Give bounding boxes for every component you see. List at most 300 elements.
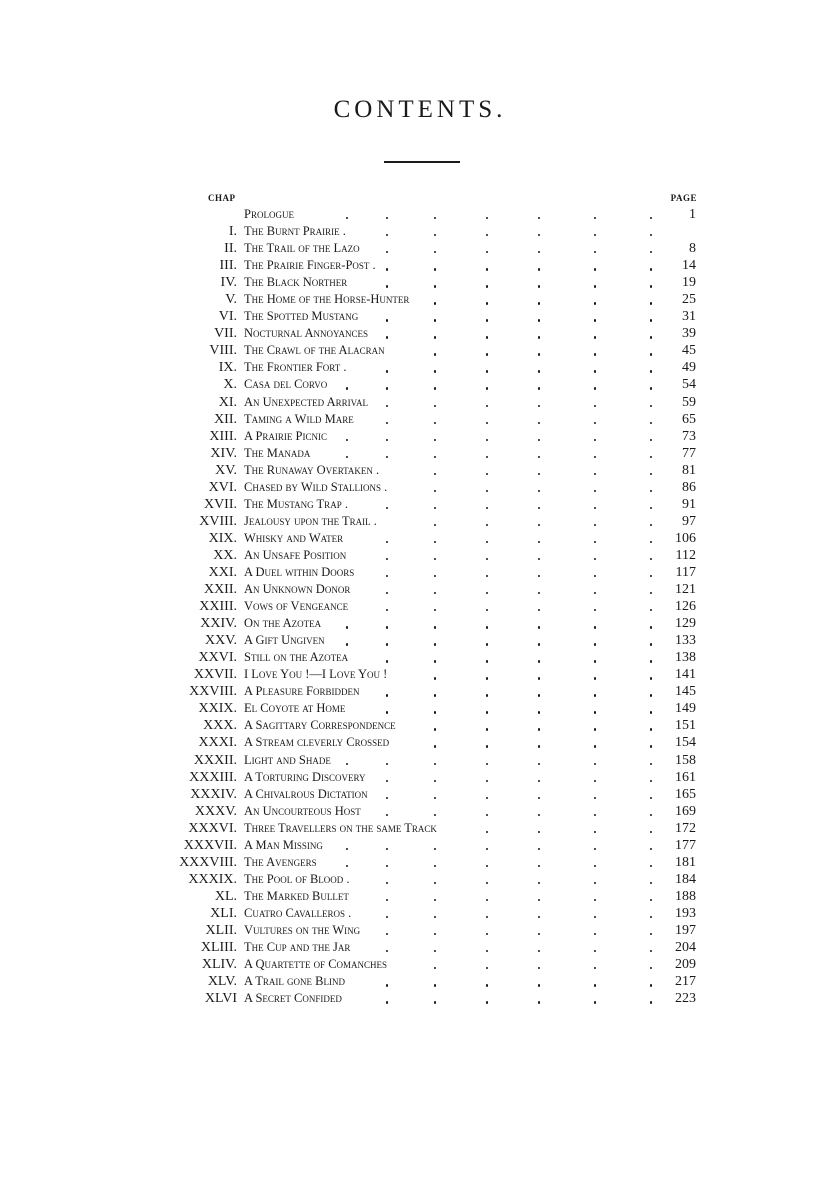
leader-dot [594, 694, 596, 696]
chapter-title: A Secret Confided [244, 991, 342, 1006]
leader-dot [594, 814, 596, 816]
leader-dot [434, 422, 436, 424]
leader-dot [434, 490, 436, 492]
chapter-number: XXI. [208, 564, 237, 580]
leader-dot [386, 285, 388, 287]
leader-dot [594, 848, 596, 850]
leader-dot [434, 319, 436, 321]
leader-dot [650, 933, 652, 935]
leader-dot [650, 456, 652, 458]
chapter-title: The Trail of the Lazo [244, 241, 360, 256]
leader-dot [386, 319, 388, 321]
leader-dot [386, 660, 388, 662]
page-number: 97 [682, 513, 696, 529]
page-number: 81 [682, 462, 696, 478]
chapter-title: A Chivalrous Dictation [244, 786, 368, 801]
leader-dot [486, 405, 488, 407]
leader-dot [650, 797, 652, 799]
leader-dot [594, 643, 596, 645]
leader-dot [434, 780, 436, 782]
leader-dot [594, 319, 596, 321]
contents-entry [0, 820, 840, 837]
page-number: 19 [682, 275, 696, 291]
leader-dot [386, 217, 388, 219]
leader-dot [486, 882, 488, 884]
leader-dot [386, 336, 388, 338]
leader-dot [486, 660, 488, 662]
leader-dot [538, 353, 540, 355]
leader-dot [346, 848, 348, 850]
leader-dot [386, 1001, 388, 1003]
leader-dot [650, 217, 652, 219]
leader-dot [538, 967, 540, 969]
chapter-title: The Marked Bullet [244, 888, 349, 903]
leader-dot [386, 950, 388, 952]
page-number: 165 [675, 786, 696, 802]
contents-entry [0, 649, 840, 666]
leader-dot [386, 387, 388, 389]
contents-entry [0, 479, 840, 496]
leader-dot [594, 882, 596, 884]
leader-dot [434, 694, 436, 696]
chapter-number: V. [225, 292, 237, 308]
leader-dot [486, 609, 488, 611]
leader-dot [434, 302, 436, 304]
chapter-number: XXXVIII. [179, 854, 237, 870]
page-number: 73 [682, 428, 696, 444]
contents-list [0, 206, 840, 1007]
page-number: 169 [675, 803, 696, 819]
leader-dot [650, 251, 652, 253]
leader-dot [538, 575, 540, 577]
chapter-number: XII. [214, 411, 237, 427]
leader-dot [538, 524, 540, 526]
leader-dot [434, 456, 436, 458]
leader-dot [434, 473, 436, 475]
contents-entry [0, 769, 840, 786]
chapter-number: XIV. [210, 445, 237, 461]
leader-dot [434, 251, 436, 253]
leader-dot [486, 1001, 488, 1003]
chapter-title: A Stream cleverly Crossed [244, 735, 390, 750]
leader-dot [538, 592, 540, 594]
page-number: 14 [682, 258, 696, 274]
chapter-title: Still on the Azotea [244, 650, 349, 665]
page-number: 145 [675, 684, 696, 700]
contents-entry [0, 291, 840, 308]
leader-dot [594, 592, 596, 594]
chapter-number: XXXVII. [183, 837, 237, 853]
chapter-number: XXVII. [193, 667, 237, 683]
leader-dot [594, 234, 596, 236]
leader-dot [386, 882, 388, 884]
chapter-number: VI. [218, 309, 237, 325]
leader-dot [486, 950, 488, 952]
chapter-title: Light and Shade [244, 752, 331, 767]
chapter-title: Three Travellers on the same Track [244, 820, 437, 835]
leader-dot [650, 405, 652, 407]
contents-entry [0, 905, 840, 922]
chapter-number: XI. [218, 394, 237, 410]
leader-dot [538, 643, 540, 645]
leader-dot [386, 456, 388, 458]
leader-dot [538, 882, 540, 884]
page-number: 133 [675, 633, 696, 649]
leader-dot [650, 660, 652, 662]
chapter-number: XLII. [205, 922, 237, 938]
leader-dot [486, 285, 488, 287]
leader-dot [434, 763, 436, 765]
chapter-number: XXIX. [198, 701, 237, 717]
contents-entry [0, 428, 840, 445]
leader-dot [346, 865, 348, 867]
leader-dot [650, 541, 652, 543]
chapter-title: On the Azotea [244, 616, 322, 631]
leader-dot [486, 711, 488, 713]
chapter-title: Jealousy upon the Trail . [244, 513, 377, 528]
leader-dot [650, 439, 652, 441]
chapter-number: XXIII. [199, 599, 237, 615]
chapter-title: The Black Norther [244, 275, 348, 290]
leader-dot [650, 865, 652, 867]
leader-dot [386, 405, 388, 407]
leader-dot [434, 1001, 436, 1003]
leader-dot [434, 660, 436, 662]
leader-dot [434, 268, 436, 270]
leader-dot [594, 660, 596, 662]
page-number: 138 [675, 650, 696, 666]
contents-entry [0, 683, 840, 700]
leader-dot [650, 780, 652, 782]
leader-dot [594, 831, 596, 833]
leader-dot [594, 677, 596, 679]
leader-dot [538, 728, 540, 730]
chapter-number: XXIV. [200, 616, 237, 632]
leader-dot [538, 848, 540, 850]
leader-dot [594, 268, 596, 270]
leader-dot [486, 541, 488, 543]
leader-dot [486, 234, 488, 236]
chapter-number: XLV. [207, 974, 237, 990]
chapter-title: The Mustang Trap . [244, 496, 348, 511]
leader-dot [650, 336, 652, 338]
leader-dot [594, 456, 596, 458]
contents-entry [0, 513, 840, 530]
leader-dot [538, 217, 540, 219]
leader-dot [486, 916, 488, 918]
leader-dot [486, 984, 488, 986]
leader-dot [434, 575, 436, 577]
leader-dot [538, 797, 540, 799]
leader-dot [594, 780, 596, 782]
leader-dot [386, 694, 388, 696]
chapter-number: XLVI [204, 991, 237, 1007]
leader-dot [538, 711, 540, 713]
chapter-number: XIX. [208, 530, 237, 546]
chapter-number: XXXIV. [190, 786, 237, 802]
leader-dot [650, 268, 652, 270]
leader-dot [434, 285, 436, 287]
chapter-title: A Pleasure Forbidden [244, 684, 360, 699]
leader-dot [434, 865, 436, 867]
leader-dot [594, 950, 596, 952]
leader-dot [386, 848, 388, 850]
leader-dot [486, 490, 488, 492]
leader-dot [434, 405, 436, 407]
chapter-number: XXII. [203, 582, 237, 598]
leader-dot [486, 575, 488, 577]
leader-dot [650, 575, 652, 577]
chapter-title: Cuatro Cavalleros . [244, 905, 352, 920]
contents-entry [0, 615, 840, 632]
leader-dot [538, 456, 540, 458]
leader-dot [538, 422, 540, 424]
page-number: 161 [675, 769, 696, 785]
chapter-number: XL. [214, 888, 237, 904]
leader-dot [650, 882, 652, 884]
chapter-title: Whisky and Water [244, 530, 344, 545]
page-column-header: PAGE [670, 193, 697, 203]
page-number: 45 [682, 343, 696, 359]
page-number: 25 [682, 292, 696, 308]
chapter-number: XV. [215, 462, 237, 478]
leader-dot [594, 865, 596, 867]
leader-dot [486, 967, 488, 969]
leader-dot [346, 643, 348, 645]
leader-dot [434, 848, 436, 850]
leader-dot [538, 950, 540, 952]
leader-dot [386, 251, 388, 253]
leader-dot [538, 763, 540, 765]
leader-dot [650, 916, 652, 918]
chapter-number: XXV. [204, 633, 237, 649]
leader-dot [346, 456, 348, 458]
page-number: 49 [682, 360, 696, 376]
contents-entry [0, 462, 840, 479]
page-number: 172 [675, 820, 696, 836]
leader-dot [386, 370, 388, 372]
leader-dot [486, 456, 488, 458]
chapter-title: An Unexpected Arrival [244, 394, 368, 409]
leader-dot [434, 984, 436, 986]
leader-dot [538, 439, 540, 441]
leader-dot [650, 592, 652, 594]
leader-dot [346, 387, 348, 389]
leader-dot [434, 558, 436, 560]
leader-dot [538, 609, 540, 611]
leader-dot [386, 933, 388, 935]
leader-dot [386, 541, 388, 543]
leader-dot [650, 558, 652, 560]
chapter-number: XXVI. [198, 650, 237, 666]
leader-dot [650, 285, 652, 287]
page-number: 31 [682, 309, 696, 325]
leader-dot [346, 217, 348, 219]
leader-dot [650, 370, 652, 372]
leader-dot [386, 422, 388, 424]
leader-dot [386, 268, 388, 270]
page-number: 86 [682, 479, 696, 495]
leader-dot [434, 950, 436, 952]
chapter-title: The Home of the Horse-Hunter [244, 292, 410, 307]
leader-dot [594, 353, 596, 355]
chapter-title: The Crawl of the Alacran [244, 343, 385, 358]
page-number: 209 [675, 957, 696, 973]
chapter-title: The Pool of Blood . [244, 871, 350, 886]
chapter-number: XXXI. [198, 735, 237, 751]
leader-dot [486, 745, 488, 747]
leader-dot [486, 643, 488, 645]
title-rule [384, 161, 460, 163]
page-number: 188 [675, 888, 696, 904]
leader-dot [386, 814, 388, 816]
leader-dot [594, 439, 596, 441]
leader-dot [594, 609, 596, 611]
leader-dot [486, 302, 488, 304]
leader-dot [650, 1001, 652, 1003]
page-number: 149 [675, 701, 696, 717]
leader-dot [486, 439, 488, 441]
leader-dot [434, 899, 436, 901]
leader-dot [386, 592, 388, 594]
page-number: 91 [682, 496, 696, 512]
leader-dot [594, 967, 596, 969]
leader-dot [386, 575, 388, 577]
leader-dot [650, 728, 652, 730]
leader-dot [538, 285, 540, 287]
chapter-title: Chased by Wild Stallions . [244, 479, 388, 494]
leader-dot [538, 302, 540, 304]
leader-dot [650, 319, 652, 321]
leader-dot [434, 933, 436, 935]
leader-dot [650, 711, 652, 713]
leader-dot [434, 814, 436, 816]
contents-entry [0, 581, 840, 598]
leader-dot [594, 370, 596, 372]
chapter-column-header: CHAP [208, 193, 236, 203]
page-number: 112 [675, 547, 696, 563]
contents-entry [0, 564, 840, 581]
leader-dot [538, 677, 540, 679]
leader-dot [434, 626, 436, 628]
chapter-number: XXXV. [194, 803, 237, 819]
leader-dot [594, 1001, 596, 1003]
contents-entry [0, 308, 840, 325]
page-number: 8 [689, 241, 696, 257]
leader-dot [650, 387, 652, 389]
chapter-title: I Love You !—I Love You ! [244, 667, 388, 682]
chapter-number: XXXVI. [188, 820, 237, 836]
leader-dot [346, 626, 348, 628]
leader-dot [386, 643, 388, 645]
page-number: 77 [682, 445, 696, 461]
leader-dot [594, 336, 596, 338]
chapter-title: El Coyote at Home [244, 701, 346, 716]
leader-dot [594, 558, 596, 560]
chapter-number: XX. [213, 547, 237, 563]
leader-dot [538, 626, 540, 628]
leader-dot [486, 319, 488, 321]
leader-dot [486, 370, 488, 372]
leader-dot [650, 814, 652, 816]
page-number: 117 [675, 564, 696, 580]
leader-dot [650, 984, 652, 986]
chapter-title: Casa del Corvo [244, 377, 328, 392]
chapter-title: The Frontier Fort . [244, 360, 347, 375]
leader-dot [650, 831, 652, 833]
chapter-number: I. [228, 224, 237, 240]
page-number: 197 [675, 922, 696, 938]
contents-entry [0, 666, 840, 683]
leader-dot [434, 609, 436, 611]
leader-dot [538, 745, 540, 747]
contents-entry [0, 717, 840, 734]
leader-dot [486, 694, 488, 696]
page-number: 158 [675, 752, 696, 768]
contents-entry [0, 854, 840, 871]
leader-dot [486, 387, 488, 389]
contents-entry [0, 871, 840, 888]
chapter-title: The Avengers [244, 854, 317, 869]
chapter-number: IX. [218, 360, 237, 376]
contents-entry [0, 734, 840, 751]
dot-leader [244, 206, 664, 223]
leader-dot [434, 643, 436, 645]
leader-dot [538, 814, 540, 816]
leader-dot [650, 609, 652, 611]
contents-entry [0, 973, 840, 990]
chapter-title: A Sagittary Correspondence [244, 718, 396, 733]
leader-dot [594, 728, 596, 730]
chapter-number: XVIII. [199, 513, 237, 529]
leader-dot [486, 797, 488, 799]
chapter-title: A Man Missing [244, 837, 323, 852]
leader-dot [486, 848, 488, 850]
contents-entry [0, 376, 840, 393]
leader-dot [594, 422, 596, 424]
contents-entry [0, 888, 840, 905]
leader-dot [538, 916, 540, 918]
leader-dot [434, 711, 436, 713]
contents-entry [0, 547, 840, 564]
leader-dot [538, 1001, 540, 1003]
leader-dot [650, 626, 652, 628]
page-number: 1 [689, 207, 696, 222]
leader-dot [650, 302, 652, 304]
chapter-title: The Runaway Overtaken . [244, 462, 380, 477]
leader-dot [538, 660, 540, 662]
leader-dot [594, 217, 596, 219]
leader-dot [538, 865, 540, 867]
leader-dot [434, 728, 436, 730]
contents-entry [0, 223, 840, 240]
page-number: 141 [675, 667, 696, 683]
chapter-number: XVII. [203, 496, 237, 512]
leader-dot [486, 353, 488, 355]
leader-dot [386, 439, 388, 441]
leader-dot [650, 763, 652, 765]
leader-dot [386, 780, 388, 782]
leader-dot [386, 507, 388, 509]
leader-dot [594, 575, 596, 577]
page-number: 106 [675, 530, 696, 546]
leader-dot [434, 387, 436, 389]
leader-dot [650, 507, 652, 509]
leader-dot [594, 524, 596, 526]
leader-dot [386, 865, 388, 867]
leader-dot [386, 626, 388, 628]
leader-dot [486, 728, 488, 730]
